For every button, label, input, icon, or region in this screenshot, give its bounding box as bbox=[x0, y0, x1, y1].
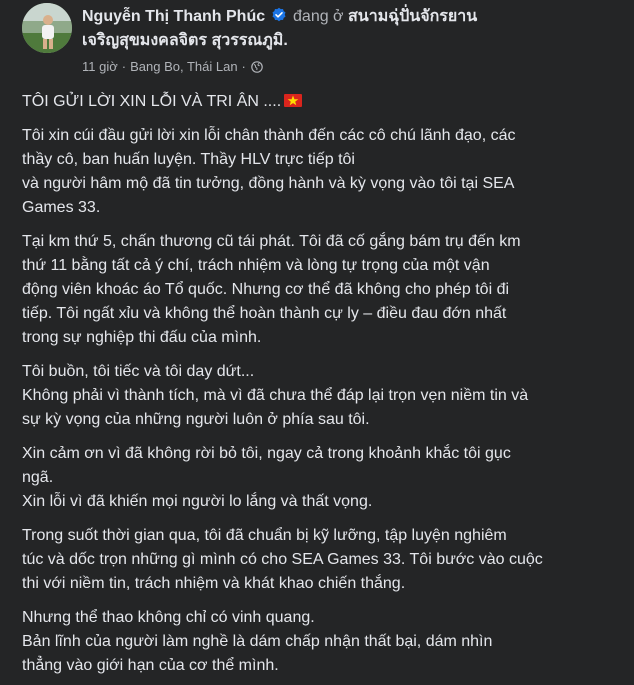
meta-separator: · bbox=[241, 59, 246, 74]
author-avatar[interactable] bbox=[22, 3, 72, 53]
post-text-line: Games 33. bbox=[22, 199, 101, 216]
verified-badge-icon bbox=[271, 7, 287, 30]
meta-separator: · bbox=[121, 59, 127, 74]
post-paragraph bbox=[22, 124, 622, 220]
avatar-photo-icon bbox=[22, 3, 72, 53]
post-header bbox=[82, 6, 622, 52]
post-text-line: Tôi buồn, tôi tiếc và tôi day dứt... bbox=[22, 363, 255, 380]
post-paragraph bbox=[22, 360, 622, 432]
post-text-line: Tôi xin cúi đầu gửi lời xin lỗi chân thành đến các cô chú lãnh đạo, các bbox=[22, 127, 516, 144]
post-text-line: thầy cô, ban huấn luyện. Thầy HLV trực tiếp tôi bbox=[22, 151, 355, 168]
post-text-line: Bản lĩnh của người làm nghề là dám chấp nhận thất bại, dám nhìn bbox=[22, 633, 493, 650]
post-text-line: và người hâm mộ đã tin tưởng, đồng hành và kỳ vọng vào tôi tại SEA bbox=[22, 175, 515, 192]
post-text-line: ngã. bbox=[22, 469, 54, 486]
post-text-line: tiếp. Tôi ngất xỉu và không thể hoàn thành cự ly – điều đau đớn nhất bbox=[22, 305, 507, 322]
header-line-1 bbox=[82, 6, 622, 30]
location-name-line-1[interactable]: สนามฉุ่ปั่นจักรยาน bbox=[348, 8, 478, 25]
vietnam-flag-icon bbox=[284, 94, 302, 107]
globe-icon[interactable] bbox=[251, 60, 263, 78]
post-text-line: Trong suốt thời gian qua, tôi đã chuẩn bị kỹ lưỡng, tập luyện nghiêm bbox=[22, 527, 507, 544]
post-text-line: túc và dốc trọn những gì mình có cho SEA Games 33. Tôi bước vào cuộc bbox=[22, 551, 543, 568]
post-paragraph bbox=[22, 90, 622, 114]
post-paragraph bbox=[22, 442, 622, 514]
post-text-line: thứ 11 bằng tất cả ý chí, trách nhiệm và lòng tự trọng của một vận bbox=[22, 257, 490, 274]
post-text-line: Xin lỗi vì đã khiến mọi người lo lắng và thất vọng. bbox=[22, 493, 373, 510]
post-text-line: Nhưng thể thao không chỉ có vinh quang. bbox=[22, 609, 315, 626]
post-body-text bbox=[22, 90, 622, 685]
post-text-line: thẳng vào giới hạn của cơ thể mình. bbox=[22, 657, 279, 674]
post-paragraph bbox=[22, 524, 622, 596]
author-name[interactable]: Nguyễn Thị Thanh Phúc bbox=[82, 8, 266, 25]
post-text-line: Tại km thứ 5, chấn thương cũ tái phát. Tôi đã cố gắng bám trụ đến km bbox=[22, 233, 521, 250]
post-text-line: trong sự nghiệp thi đấu của mình. bbox=[22, 329, 262, 346]
location-state-text: đang ở bbox=[293, 8, 344, 25]
post-place[interactable]: Bang Bo, Thái Lan bbox=[130, 59, 238, 74]
post-paragraph bbox=[22, 230, 622, 350]
post-timestamp[interactable]: 11 giờ bbox=[82, 59, 118, 74]
header-line-2 bbox=[82, 30, 622, 52]
location-name-line-2[interactable]: เจริญสุขมงคลจิตร สุวรรณภูมิ. bbox=[82, 32, 288, 49]
post-text-line: Xin cảm ơn vì đã không rời bỏ tôi, ngay cả trong khoảnh khắc tôi gục bbox=[22, 445, 511, 462]
post-meta bbox=[82, 58, 263, 78]
post-text-line: sự kỳ vọng của những người luôn ở phía sau tôi. bbox=[22, 411, 370, 428]
post-text-line: TÔI GỬI LỜI XIN LỖI VÀ TRI ÂN .... bbox=[22, 90, 622, 114]
post-text-line: động viên khoác áo Tổ quốc. Nhưng cơ thể đã không cho phép tôi đi bbox=[22, 281, 510, 298]
post-paragraph bbox=[22, 606, 622, 678]
post-text-line: thi với niềm tin, trách nhiệm và khát khao chiến thắng. bbox=[22, 575, 406, 592]
post-text-line: Không phải vì thành tích, mà vì đã chưa thể đáp lại trọn vẹn niềm tin và bbox=[22, 387, 529, 404]
